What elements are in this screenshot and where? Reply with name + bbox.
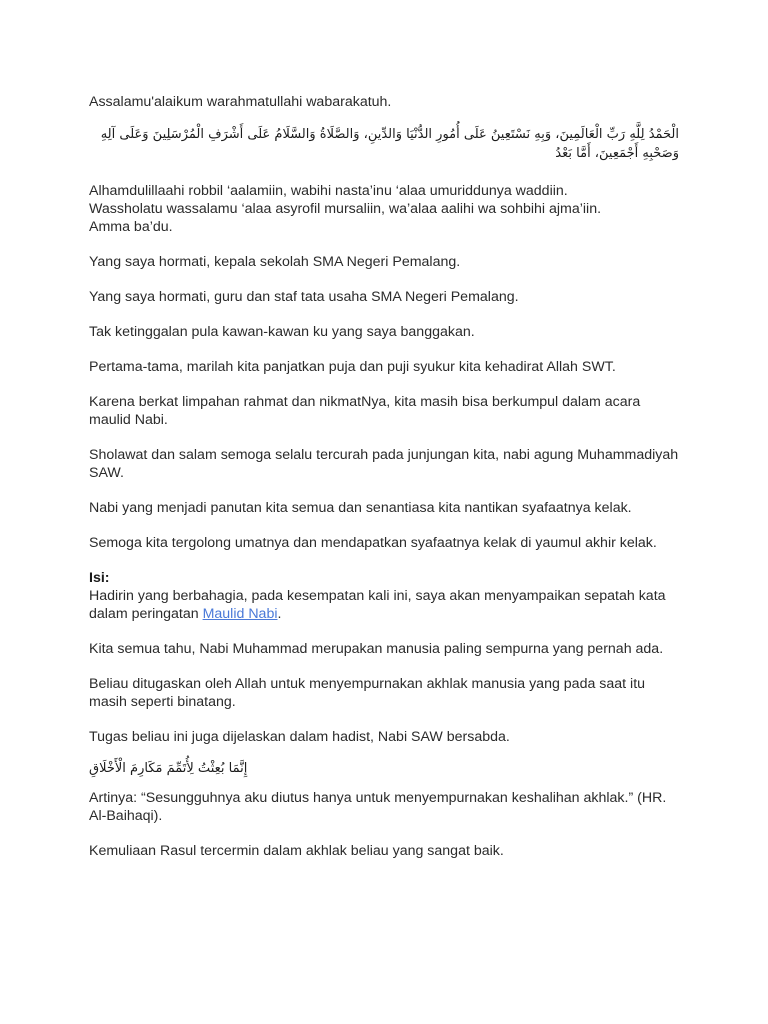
intro-paragraph: Tak ketinggalan pula kawan-kawan ku yang saya banggakan. [89, 324, 475, 340]
transliteration-line: Alhamdulillaahi robbil ‘aalamiin, wabihi nasta’inu ‘alaa umuriddunya waddiin. [89, 183, 568, 199]
hadith-arabic-wrap [89, 759, 679, 778]
intro-paragraph: Semoga kita tergolong umatnya dan mendapatkan syafaatnya kelak di yaumul akhir kelak. [89, 535, 657, 551]
isi-text: Hadirin yang berbahagia, pada kesempatan kali ini, saya akan menyampaikan sepatah kata dalam peringatan [89, 588, 666, 622]
intro-paragraph: Yang saya hormati, kepala sekolah SMA Negeri Pemalang. [89, 254, 461, 270]
arabic-opening-prayer: الْحَمْدُ لِلَّهِ رَبِّ الْعَالَمِينَ، وَبِهِ نَسْتَعِينُ عَلَى أُمُورِ الدُّنْيَا وَالدِّينِ، وَالصَّلَاةُ وَالسَّلَامُ عَلَى أَشْرَفِ الْمُرْسَلِينَ وَعَلَى آلِهِ وَصَحْبِهِ أَجْمَعِينَ، أَمَّا بَعْدُ [100, 127, 679, 161]
isi-heading: Isi: [89, 570, 110, 586]
intro-paragraph: Karena berkat limpahan rahmat dan nikmatNya, kita masih bisa berkumpul dalam acara maulid Nabi. [89, 394, 641, 428]
body-paragraph: Beliau ditugaskan oleh Allah untuk menyempurnakan akhlak manusia yang pada saat itu masih seperti binatang. [89, 676, 646, 710]
closing-paragraph: Kemuliaan Rasul tercermin dalam akhlak beliau yang sangat baik. [89, 843, 504, 859]
hadith-arabic: إِنَّمَا بُعِثْتُ لِأُتَمِّمَ مَكَارِمَ الْأَخْلَاقِ [89, 761, 248, 776]
intro-paragraph: Yang saya hormati, guru dan staf tata usaha SMA Negeri Pemalang. [89, 289, 519, 305]
body-paragraph: Kita semua tahu, Nabi Muhammad merupakan manusia paling sempurna yang pernah ada. [89, 641, 664, 657]
transliteration-block [89, 182, 679, 236]
isi-section [89, 569, 679, 623]
isi-text-end: . [277, 606, 282, 622]
intro-paragraph: Sholawat dan salam semoga selalu tercurah pada junjungan kita, nabi agung Muhammadiyah SAW. [89, 447, 679, 481]
intro-paragraph: Pertama-tama, marilah kita panjatkan puja dan puji syukur kita kehadirat Allah SWT. [89, 359, 616, 375]
transliteration-line: Amma ba’du. [89, 219, 173, 235]
body-paragraph: Tugas beliau ini juga dijelaskan dalam hadist, Nabi SAW bersabda. [89, 729, 510, 745]
intro-paragraph: Nabi yang menjadi panutan kita semua dan senantiasa kita nantikan syafaatnya kelak. [89, 500, 632, 516]
greeting-opening: Assalamu'alaikum warahmatullahi wabarakatuh. [89, 94, 392, 110]
artinya-paragraph: Artinya: “Sesungguhnya aku diutus hanya untuk menyempurnakan keshalihan akhlak.” (HR. Al-Baihaqi). [89, 790, 667, 824]
transliteration-line: Wassholatu wassalamu ‘alaa asyrofil mursaliin, wa’alaa aalihi wa sohbihi ajma’iin. [89, 201, 602, 217]
maulid-nabi-link[interactable]: Maulid Nabi [202, 606, 278, 622]
document-page [89, 93, 679, 877]
